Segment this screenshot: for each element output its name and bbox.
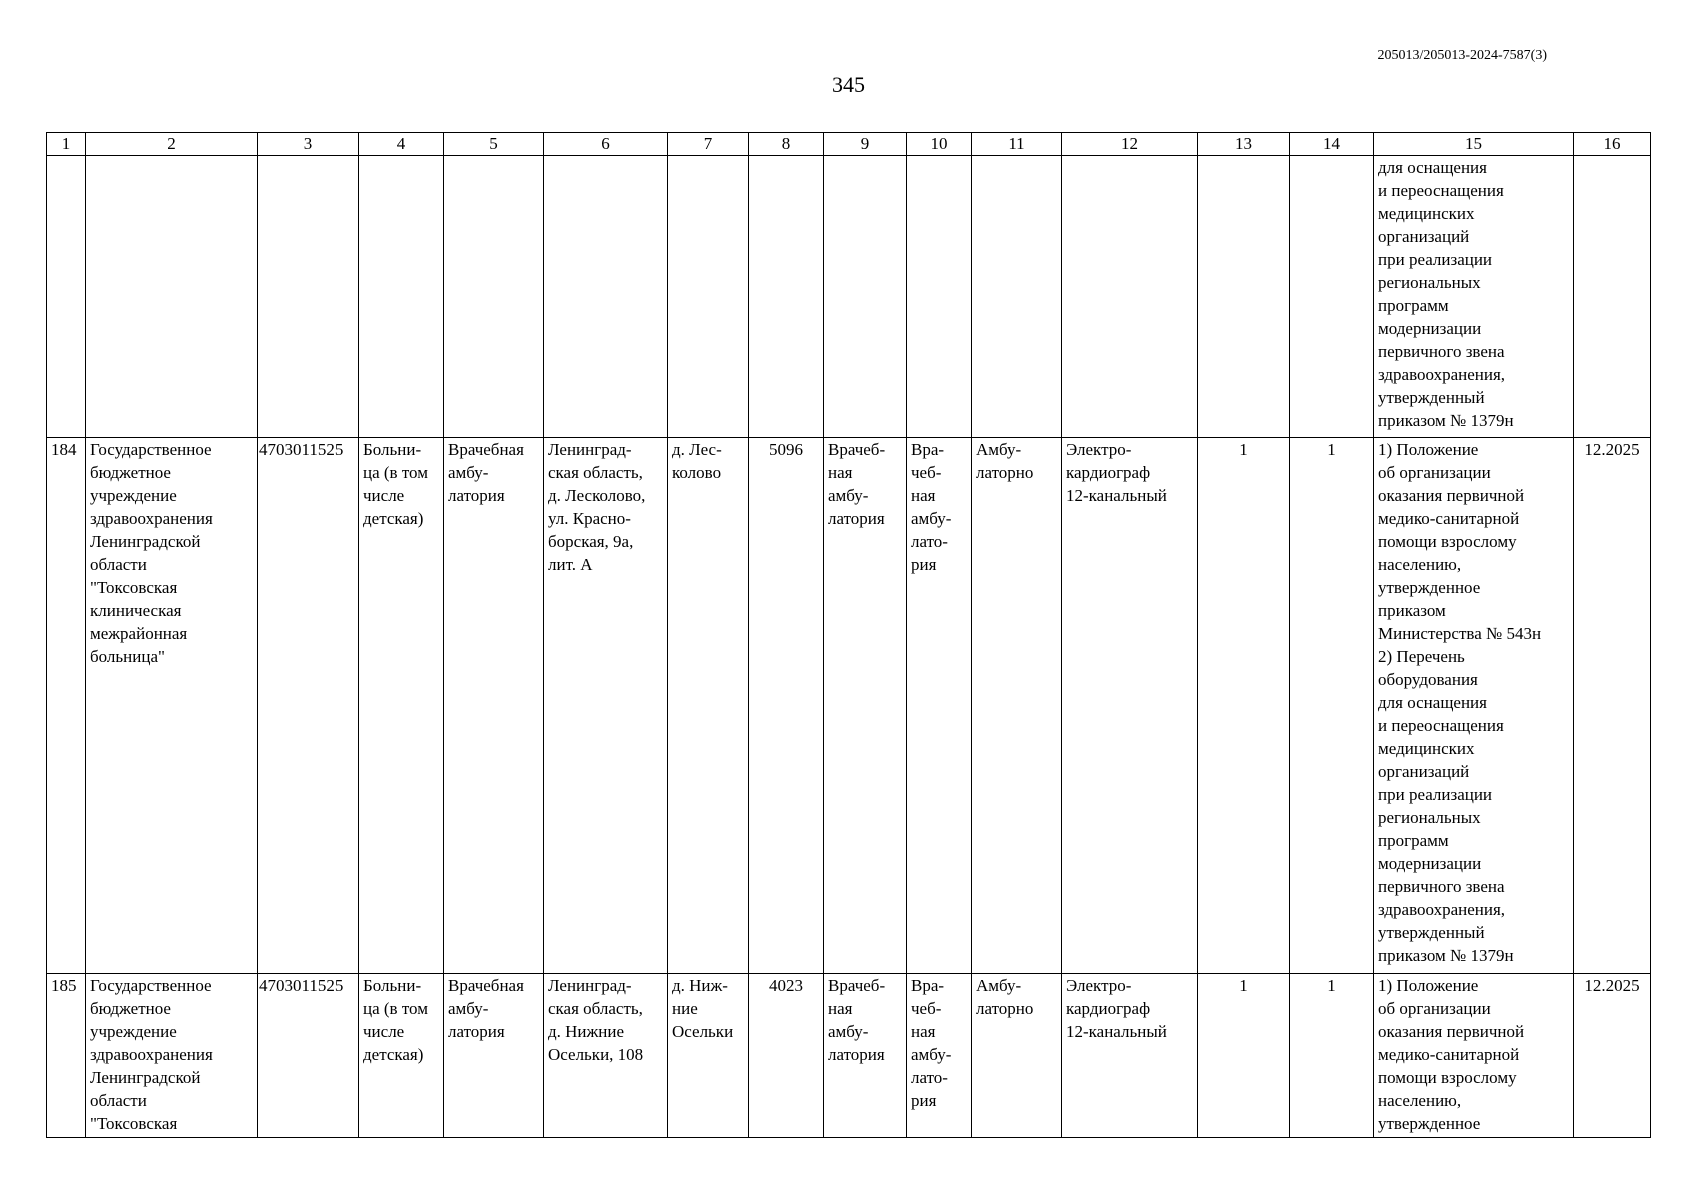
equipment-table [46, 132, 1651, 1138]
header-cell: 11 [972, 133, 1062, 156]
quantity-cell: 1 [1198, 438, 1290, 974]
table-cell [824, 156, 907, 438]
header-cell: 10 [907, 133, 972, 156]
equipment-cell: Электро- кардиограф 12-канальный [1062, 438, 1198, 974]
org-type-cell: Больни- ца (в том числе детская) [359, 974, 444, 1138]
table-row [47, 974, 1651, 1138]
header-cell: 16 [1574, 133, 1651, 156]
header-cell: 9 [824, 133, 907, 156]
quantity-cell: 1 [1290, 974, 1374, 1138]
table-cell [544, 156, 668, 438]
header-cell: 14 [1290, 133, 1374, 156]
date-cell: 12.2025 [1574, 438, 1651, 974]
address-cell: Ленинград- ская область, д. Нижние Осельки, 108 [544, 974, 668, 1138]
population-cell: 4023 [749, 974, 824, 1138]
table-cell [907, 156, 972, 438]
quantity-cell: 1 [1290, 438, 1374, 974]
normative-documents-cell: 1) Положение об организации оказания первичной медико-санитарной помощи взрослому населению, утвержденное приказом Министерства № 543н 2) Перечень оборудования для оснащения и переоснащения медицинских организаций при реализации региональных программ модернизации первичного звена здравоохранения, утвержденный приказом № 1379н [1374, 438, 1574, 974]
unit-type-cell: Врачебная амбу- латория [444, 974, 544, 1138]
org-type-cell: Больни- ца (в том числе детская) [359, 438, 444, 974]
table-cell [668, 156, 749, 438]
row-number-cell: 184 [47, 438, 86, 974]
table-cell [1198, 156, 1290, 438]
header-cell: 2 [86, 133, 258, 156]
equipment-cell: Электро- кардиограф 12-канальный [1062, 974, 1198, 1138]
header-cell: 13 [1198, 133, 1290, 156]
address-cell: Ленинград- ская область, д. Лесколово, ул. Красно- борская, 9а, лит. А [544, 438, 668, 974]
table-cell [47, 156, 86, 438]
document-id: 205013/205013-2024-7587(3) [1377, 48, 1547, 63]
header-cell: 15 [1374, 133, 1574, 156]
header-cell: 7 [668, 133, 749, 156]
table-cell [1062, 156, 1198, 438]
structural-unit-cell: Врачеб- ная амбу- латория [824, 438, 907, 974]
normative-documents-cell: 1) Положение об организации оказания первичной медико-санитарной помощи взрослому населению, утвержденное [1374, 974, 1574, 1138]
normative-documents-cell: для оснащения и переоснащения медицинских организаций при реализации региональных программ модернизации первичного звена здравоохранения, утвержденный приказом № 1379н [1374, 156, 1574, 438]
table-cell [359, 156, 444, 438]
subdivision-cell: Вра- чеб- ная амбу- лато- рия [907, 974, 972, 1138]
table-cell [749, 156, 824, 438]
structural-unit-cell: Врачеб- ная амбу- латория [824, 974, 907, 1138]
header-cell: 4 [359, 133, 444, 156]
inn-cell: 4703011525 [258, 438, 359, 974]
header-cell: 3 [258, 133, 359, 156]
table-cell [444, 156, 544, 438]
settlement-cell: д. Ниж- ние Осельки [668, 974, 749, 1138]
page-number: 345 [832, 72, 865, 97]
care-conditions-cell: Амбу- латорно [972, 974, 1062, 1138]
header-cell: 5 [444, 133, 544, 156]
column-number-header [47, 133, 1651, 156]
unit-type-cell: Врачебная амбу- латория [444, 438, 544, 974]
settlement-cell: д. Лес- колово [668, 438, 749, 974]
inn-cell: 4703011525 [258, 974, 359, 1138]
table-cell [1290, 156, 1374, 438]
table-cell [86, 156, 258, 438]
table-cell [1574, 156, 1651, 438]
table-row [47, 438, 1651, 974]
header-cell: 8 [749, 133, 824, 156]
table-cell [972, 156, 1062, 438]
header-cell: 12 [1062, 133, 1198, 156]
organization-cell: Государственное бюджетное учреждение здравоохранения Ленинградской области "Токсовская клиническая межрайонная больница" [86, 438, 258, 974]
subdivision-cell: Вра- чеб- ная амбу- лато- рия [907, 438, 972, 974]
table-cell [258, 156, 359, 438]
row-number-cell: 185 [47, 974, 86, 1138]
organization-cell: Государственное бюджетное учреждение здравоохранения Ленинградской области "Токсовская [86, 974, 258, 1138]
date-cell: 12.2025 [1574, 974, 1651, 1138]
care-conditions-cell: Амбу- латорно [972, 438, 1062, 974]
header-cell: 6 [544, 133, 668, 156]
population-cell: 5096 [749, 438, 824, 974]
quantity-cell: 1 [1198, 974, 1290, 1138]
header-cell: 1 [47, 133, 86, 156]
continuation-row [47, 156, 1651, 438]
